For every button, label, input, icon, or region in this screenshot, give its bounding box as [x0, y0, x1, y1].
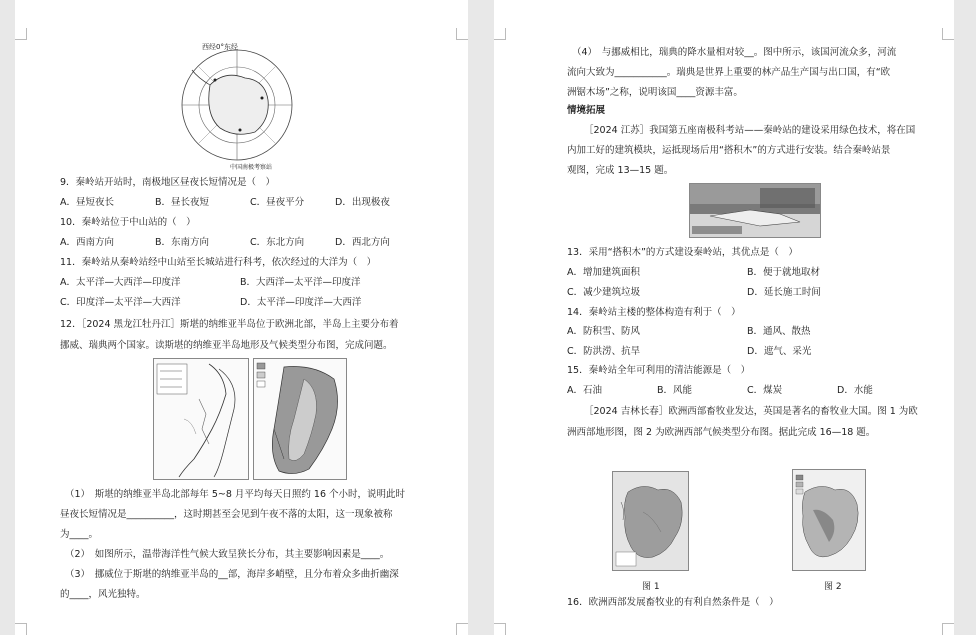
crop-mark	[494, 28, 506, 40]
q15-option-b[interactable]: B．风能	[657, 385, 693, 396]
crop-mark	[942, 623, 954, 635]
q13-option-d[interactable]: D．延长施工时间	[747, 287, 821, 298]
sub3-line1: （3） 挪威位于斯堪的纳维亚半岛的__部，海岸多峭壁，且分布着众多曲折幽深	[65, 569, 399, 580]
antarctic-polar-map	[170, 40, 305, 170]
europe-terrain-map-fig1	[612, 471, 689, 571]
q11-option-c[interactable]: C．印度洋—太平洋—大西洋	[60, 297, 181, 308]
q4-line2: 流向大致为___________。瑞典是世界上重要的林产品生产国与出口国，有“欧	[567, 67, 891, 78]
q15-option-c[interactable]: C．煤炭	[747, 385, 783, 396]
europe-climate-map-fig2	[792, 469, 866, 571]
q15-option-a[interactable]: A．石油	[567, 385, 602, 396]
right-page	[494, 0, 954, 635]
sub3-line2: 的____，风光独特。	[60, 589, 146, 600]
left-page	[15, 0, 468, 635]
q10-option-c[interactable]: C．东北方向	[250, 237, 305, 248]
q14-option-d[interactable]: D．遮气、采光	[747, 346, 812, 357]
sub1-line1: （1） 斯堪的纳维亚半岛北部每年 5~8 月平均每天日照约 16 个小时，说明此时	[65, 489, 406, 500]
intro-line3: 观图，完成 13—15 题。	[567, 165, 674, 176]
crop-mark	[456, 28, 468, 40]
q11-option-d[interactable]: D．太平洋—印度洋—大西洋	[240, 297, 362, 308]
q15-option-d[interactable]: D．水能	[837, 385, 873, 396]
question-13-stem: 13．采用“搭积木”的方式建设秦岭站，其优点是（ ）	[567, 247, 798, 258]
question-12-line1: 12．［2024 黑龙江牡丹江］斯堪的纳维亚半岛位于欧洲北部，半岛上主要分布着	[60, 319, 399, 330]
question-9-stem: 9．秦岭站开站时，南极地区昼夜长短情况是（ ）	[60, 177, 276, 188]
crop-mark	[494, 623, 506, 635]
figure-2-caption: 图 2	[824, 582, 842, 592]
q11-option-b[interactable]: B．大西洋—太平洋—印度洋	[240, 277, 361, 288]
figure-1-caption: 图 1	[642, 582, 660, 592]
q10-option-a[interactable]: A．西南方向	[60, 237, 114, 248]
q9-option-a[interactable]: A．昼短夜长	[60, 197, 114, 208]
crop-mark	[456, 623, 468, 635]
q9-option-c[interactable]: C．昼夜平分	[250, 197, 305, 208]
q4-line3: 洲锯木场”之称，说明该国____资源丰富。	[567, 87, 743, 98]
intro2-line2: 洲西部地形图，图 2 为欧洲西部气候类型分布图。据此完成 16—18 题。	[567, 427, 876, 438]
sub1-line3: 为____。	[60, 529, 99, 540]
question-11-stem: 11．秦岭站从秦岭站经中山站至长城站进行科考，依次经过的大洋为（ ）	[60, 257, 377, 268]
crop-mark	[942, 28, 954, 40]
question-14-stem: 14．秦岭站主楼的整体构造有利于（ ）	[567, 307, 741, 318]
map-legend: 中国南极考察站	[230, 164, 273, 171]
question-12-line2: 挪威、瑞典两个国家。读斯堪的纳维亚半岛地形及气候类型分布图，完成问题。	[60, 340, 393, 351]
intro2-line1: ［2024 吉林长春］欧洲西部畜牧业发达，英国是著名的畜牧业大国。图 1 为欧	[584, 406, 918, 417]
q9-option-b[interactable]: B．昼长夜短	[155, 197, 210, 208]
scandinavia-climate-map	[253, 358, 347, 480]
q14-option-c[interactable]: C．防洪涝、抗旱	[567, 346, 641, 357]
scandinavia-terrain-map	[153, 358, 249, 480]
polar-map-svg	[170, 40, 305, 170]
intro-line1: ［2024 江苏］我国第五座南极科考站——秦岭站的建设采用绿色技术，将在国	[584, 125, 916, 136]
question-10-stem: 10．秦岭站位于中山站的（ ）	[60, 217, 196, 228]
section-title: 情境拓展	[567, 105, 606, 116]
q10-option-b[interactable]: B．东南方向	[155, 237, 210, 248]
qinling-station-photo	[689, 183, 821, 238]
q14-option-a[interactable]: A．防积雪、防风	[567, 326, 640, 337]
question-16-stem: 16．欧洲西部发展畜牧业的有利自然条件是（ ）	[567, 597, 779, 608]
q10-option-d[interactable]: D．西北方向	[335, 237, 390, 248]
crop-mark	[15, 28, 27, 40]
q13-option-b[interactable]: B．便于就地取材	[747, 267, 821, 278]
q13-option-a[interactable]: A．增加建筑面积	[567, 267, 640, 278]
sub1-line2: 昼夜长短情况是__________，这时期甚至会见到午夜不落的太阳，这一现象被称	[60, 509, 393, 520]
crop-mark	[15, 623, 27, 635]
q13-option-c[interactable]: C．减少建筑垃圾	[567, 287, 641, 298]
map-top-label: 西经0°东经	[202, 43, 238, 51]
intro-line2: 内加工好的建筑模块，运抵现场后用“搭积木”的方式进行安装。结合秦岭站景	[567, 145, 891, 156]
q14-option-b[interactable]: B．通风、散热	[747, 326, 811, 337]
q9-option-d[interactable]: D．出现极夜	[335, 197, 390, 208]
question-15-stem: 15．秦岭站全年可利用的清洁能源是（ ）	[567, 365, 751, 376]
q4-line1: （4） 与挪威相比，瑞典的降水量相对较__。图中所示，该国河流众多，河流	[572, 47, 897, 58]
sub2: （2） 如图所示，温带海洋性气候大致呈狭长分布，其主要影响因素是____。	[65, 549, 390, 560]
q11-option-a[interactable]: A．太平洋—大西洋—印度洋	[60, 277, 181, 288]
